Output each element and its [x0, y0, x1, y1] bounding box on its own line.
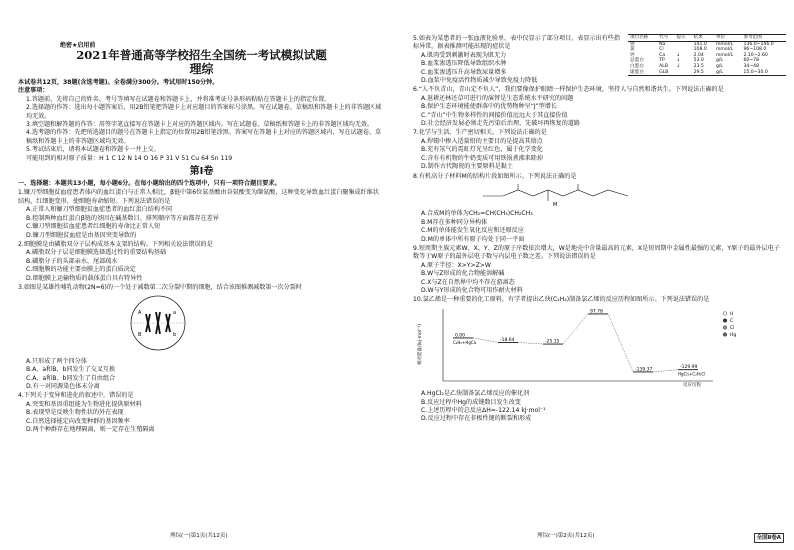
option-b: B.M存在多种同分异构体 — [421, 218, 488, 226]
option-c: C.含有有机物的牛奶变质可用铁锅煮沸来除掉 — [421, 154, 543, 162]
gene-label: B — [138, 332, 142, 339]
column-header: 参考范围 — [741, 35, 786, 42]
table-cell: 2.10~2.60 — [743, 52, 768, 58]
option-d: D.血浆中免疫活性物质减少导致免疫力降低 — [421, 77, 538, 85]
option-c: C.血浆渗透压升高导致尿量增多 — [421, 68, 507, 76]
option-a: A.突变和基因重组能为生物进化提供原材料 — [26, 400, 142, 408]
question-stem: 6.“人不负青山，青山定不负人”，我们要像保护眼睛一样保护生态环境，坚持人与自然和谐共生。下列说法正确的是 — [413, 86, 724, 94]
option-a: A.合成M的单体为CH₂=CH(CH₃)CH₂CH₃ — [421, 210, 533, 218]
energy-value-label: -129.99 — [680, 364, 698, 370]
lab-result-table — [628, 34, 786, 76]
gene-label: a — [173, 310, 177, 317]
column-header: 提示 — [674, 35, 691, 42]
exam-intro: 本试卷共12页，38题(含选考题)。全卷满分300分。考试用时150分钟。 — [18, 79, 219, 86]
energy-connector — [518, 342, 543, 344]
x-axis-label: 反应历程 — [683, 382, 701, 387]
option-d: D.M的单体中所有原子均处于同一平面 — [421, 235, 525, 243]
question-stem: 4.下列关于变异和进化的叙述中，错误的是 — [18, 392, 134, 400]
table-cell: 23.5 — [693, 63, 704, 69]
option-c: C.细胞膜的功能主要由膜上的蛋白质决定 — [26, 266, 136, 274]
option-d: D.镰刀型细胞贫血症是由基因突变导致的 — [26, 231, 137, 239]
table-cell: 141.0 — [693, 41, 707, 47]
table-cell: 2.04 — [693, 52, 704, 58]
option-d: D.社会经济发展必须走先污染后治理、先破坏再恢复的道路 — [421, 120, 580, 128]
question-stem: 5.如表为某患者的一张血液化验单，表中仅显示了部分项目，表显示出有些指标异常。据表推测可能出现的症状是 — [413, 35, 620, 51]
table-cell: 136.0~146.0 — [743, 41, 774, 47]
section-intro: 一、选择题：本题共13小题，每小题6分。在每小题给出的四个选项中，只有一项符合题目要求。 — [18, 180, 281, 188]
notice-heading: 注意事项： — [18, 87, 49, 95]
option-d: D.W与Y形成的化合物可用作耐火材料 — [421, 286, 523, 294]
energy-connector — [473, 338, 498, 343]
question-4 — [18, 392, 385, 434]
y-axis-label: 相对能量/(kJ·mol⁻¹) — [418, 323, 423, 365]
table-cell: Ca — [659, 52, 666, 58]
section-title: 第Ⅰ卷 — [189, 166, 214, 178]
energy-value-label: 97.78 — [590, 309, 603, 315]
option-d: D.两个种群存在地理隔离，则一定存在生殖隔离 — [26, 426, 155, 433]
table-cell: GLB — [659, 69, 669, 75]
option-c: C.镰刀型细胞贫血症患者红细胞的寿命比正常人短 — [26, 223, 161, 231]
option-b: B.A、a和B、b同发生了交叉互换 — [26, 366, 116, 374]
legend-label: C — [730, 318, 734, 324]
energy-connector — [653, 369, 678, 371]
subject-title: 理综 — [189, 62, 214, 76]
option-d: D.有一对同源染色体未分离 — [26, 382, 100, 390]
polymer-chain — [483, 190, 628, 196]
page-footer: 理综(一)第1页(共12页) — [170, 532, 228, 539]
option-c: C.X与Z在自然界中均不存在游离态 — [421, 278, 515, 286]
table-cell: 96~108.0 — [743, 47, 767, 53]
energy-value-label: 0.00 — [455, 333, 466, 339]
gene-label: A — [138, 310, 142, 317]
table-cell: 氯 — [630, 47, 635, 53]
species-label: HgCl₂+C₂H₃Cl — [678, 371, 706, 377]
table-cell: 34~48 — [743, 63, 760, 69]
secret-label: 绝密★启用前 — [60, 42, 96, 49]
question-2 — [18, 241, 385, 283]
table-cell: mmol/L — [715, 47, 734, 53]
table-cell: 53.0 — [693, 58, 704, 64]
table-cell: 钙 — [630, 52, 635, 58]
table-cell: 白蛋白 — [630, 63, 644, 69]
table-row — [628, 70, 786, 76]
table-cell: g/L — [715, 58, 723, 64]
table-cell: g/L — [715, 63, 723, 69]
table-cell: 108.0 — [693, 47, 707, 53]
lab-table-body — [628, 41, 786, 76]
structure-label: M — [553, 201, 558, 207]
notice-item: 3.填空题和解答题的作答：用签字笔直接写在答题卡上对应的答题区域内。写在试题卷、草稿纸和答题卡上的非答题区域均无效。 — [26, 121, 374, 129]
energy-connector — [608, 314, 633, 372]
legend-marker — [723, 332, 727, 336]
table-cell: Na — [659, 41, 666, 47]
column-header: 结果 — [692, 35, 714, 42]
polymer-structure — [413, 181, 773, 207]
table-cell: mmol/L — [715, 52, 734, 58]
option-b: B.磷脂分子的头部亲水，尾部疏水 — [26, 257, 118, 265]
option-b: B.表现型是反映生物性状的外在表现 — [26, 409, 124, 417]
option-d: D.反应过程中存在非极性键的断裂和形成 — [421, 415, 532, 423]
table-cell: TP — [659, 58, 665, 64]
option-c: C.M的单体能发生氧化反应和还原反应 — [421, 227, 524, 235]
option-a: A.只形成了两个四分体 — [26, 357, 87, 365]
question-10 — [413, 296, 784, 423]
notice-item: 4.选考题的作答：先把所选题目的题号在答题卡上指定的位置用2B铅笔涂黑。答案写在答题卡上对应的答题区域内，写在试题卷、草稿纸和答题卡上的非答题区域均无效。 — [26, 129, 382, 145]
table-header-row — [628, 35, 786, 42]
option-c: C.上述历程中的总反应ΔH=-122.14 kJ·mol⁻¹ — [421, 407, 546, 414]
energy-profile-chart — [413, 305, 773, 387]
notice-item: 5.考试结束后，请将本试题卷和答题卡一并上交。 — [26, 146, 160, 154]
table-cell — [674, 70, 691, 76]
table-cell: Cl — [659, 47, 664, 53]
option-a: A.磷脂双分子层是细胞膜选择透过性的重要结构基础 — [26, 249, 167, 257]
legend-label: Hg — [730, 332, 737, 338]
exam-title: 2021年普通高等学校招生全国统一考试模拟试题 — [76, 48, 327, 62]
legend-label: H — [730, 311, 734, 317]
table-cell: 60~78 — [743, 58, 760, 64]
table-cell: 29.5 — [693, 69, 704, 75]
page-footer: 理综(一)第2页(共12页) — [537, 532, 595, 539]
cell-diagram — [18, 292, 378, 354]
question-7 — [413, 129, 784, 171]
option-b: B.反应过程中Hg的成键数目发生改变 — [421, 398, 521, 406]
table-cell: ↓ — [676, 52, 681, 58]
table-cell: mmol/L — [715, 41, 734, 47]
option-a: A.正常人和镰刀型细胞贫血症患者的血红蛋白结构不同 — [26, 206, 173, 214]
table-cell: 总蛋白 — [630, 58, 644, 64]
question-stem: 2.细胞膜是由磷脂双分子层构成基本支架的结构。下列相关说法错误的是 — [18, 240, 213, 248]
table-cell: ↓ — [676, 58, 681, 64]
atomic-mass-line: 可能用到的相对原子质量：H 1 C 12 N 14 O 16 P 31 V 51 Cu 64 Sn 119 — [26, 154, 233, 162]
table-cell: 15.0~30.0 — [743, 69, 768, 75]
option-c: C.A、a和B、b同发生了自由组合 — [26, 374, 116, 382]
option-c: C.自然选择能定向改变种群的基因频率 — [26, 417, 130, 425]
table-cell: ↓ — [676, 63, 681, 69]
energy-value-label: -25.15 — [545, 339, 560, 345]
question-stem: 8.有机高分子材料M的结构片段如图所示。下列说法正确的是 — [413, 172, 577, 180]
notice-item: 1.答题前，先将自己的姓名、考号等填写在试题卷和答题卡上，并将准考证号条形码粘贴在答题卡上的指定位置。 — [26, 95, 331, 103]
question-stem: 3.如图是某雄性哺乳动物(2N=6)的一个处于减数第二次分裂中期的细胞，结合该图推测减数第一次分裂时 — [18, 283, 302, 291]
notice-item: 2.选择题的作答：选出每小题答案后，用2B铅笔把答题卡上对应题目的答案标号涂黑。写在试题卷、草稿纸和答题卡上的非答题区域均无效。 — [26, 104, 382, 120]
energy-value-label: -18.64 — [500, 337, 515, 343]
question-stem: 7.化学与生活、生产密切相关。下列说法正确的是 — [413, 129, 547, 137]
option-a: A.原子半径：X>Y>Z>W — [421, 261, 491, 269]
option-d: D.制作古代陶瓷的主要原料是黏土 — [421, 163, 513, 171]
option-a: A.退耕还林还草可进行的演替是生态系统水平研究的问题 — [421, 94, 574, 102]
question-6 — [413, 86, 784, 128]
right-page — [397, 0, 794, 550]
question-stem: 10.氯乙烯是一种重要的化工原料，有学者提出乙炔(C₂H₂)制备氯乙烯的反应历程如图所示。下列说法错误的是 — [413, 296, 710, 304]
option-c: C.“青山”中生物多样性的间接价值远远大于其直接价值 — [421, 111, 568, 119]
option-b: B.血浆渗透压降低导致组织水肿 — [421, 60, 507, 68]
chromosome — [166, 314, 170, 332]
energy-connector — [563, 314, 588, 344]
energy-value-label: -139.37 — [635, 367, 653, 373]
option-b: B.控制两种血红蛋白β链的基因在碱基数目、排列顺序等方面都存在差异 — [26, 214, 219, 222]
option-b: B.保护生态环境能使群落中的优势物种呈“J”型增长 — [421, 103, 557, 111]
option-d: D.细胞膜上运输物质的载体蛋白具有特异性 — [26, 274, 143, 282]
question-3 — [18, 284, 385, 391]
column-header: 代号 — [657, 35, 674, 42]
legend-marker — [723, 325, 727, 329]
column-header: 单位 — [714, 35, 742, 42]
paper-version-tag: 全国Ⅱ卷A — [754, 533, 784, 543]
legend-marker — [723, 311, 727, 315]
table-cell: 球蛋白 — [630, 69, 644, 75]
question-8 — [413, 173, 784, 244]
option-b: B.充有氖气的霓虹灯光呈红色，属于化学变化 — [421, 146, 543, 154]
gene-label: b — [173, 332, 177, 339]
question-1 — [18, 189, 385, 239]
table-cell: g/L — [715, 69, 723, 75]
table-cell: ALB — [659, 63, 668, 69]
option-a: A.肌肉受到刺激时表现为肌无力 — [421, 51, 507, 59]
question-stem: 1.镰刀型细胞贫血症患者体内的血红蛋白与正常人相比，β链中第6位氨基酸由谷氨酸变为缬氨酸，这种变化导致血红蛋白聚集成纤维状结构，红细胞变形，使细胞寿命缩短。下列说法错误的是 — [18, 189, 379, 205]
option-b: B.W与Z形成的化合物能溶解碱 — [421, 270, 505, 278]
question-9 — [413, 245, 784, 295]
column-header: 项目名称 — [628, 35, 657, 42]
option-a: A.HgCl₂是乙炔制备氯乙烯反应的催化剂 — [421, 390, 530, 398]
legend-marker — [723, 318, 727, 322]
table-cell: 钠 — [630, 41, 635, 47]
species-label: C₂H₂+HgCl₂ — [453, 339, 477, 345]
legend-label: Cl — [730, 325, 735, 331]
question-stem: 9.短周期主族元素W、X、Y、Z的原子序数依次增大，W是地壳中含量最高的元素，X是短周期中金属性最强的元素，Y原子的最外层电子数等于W原子的最外层电子数与内层电子数之差。下列说法错误的是 — [413, 244, 780, 261]
question-5 — [413, 35, 623, 85]
option-a: A.焊锡中掺入适量铅的主要目的是提高其熔点 — [421, 137, 543, 145]
